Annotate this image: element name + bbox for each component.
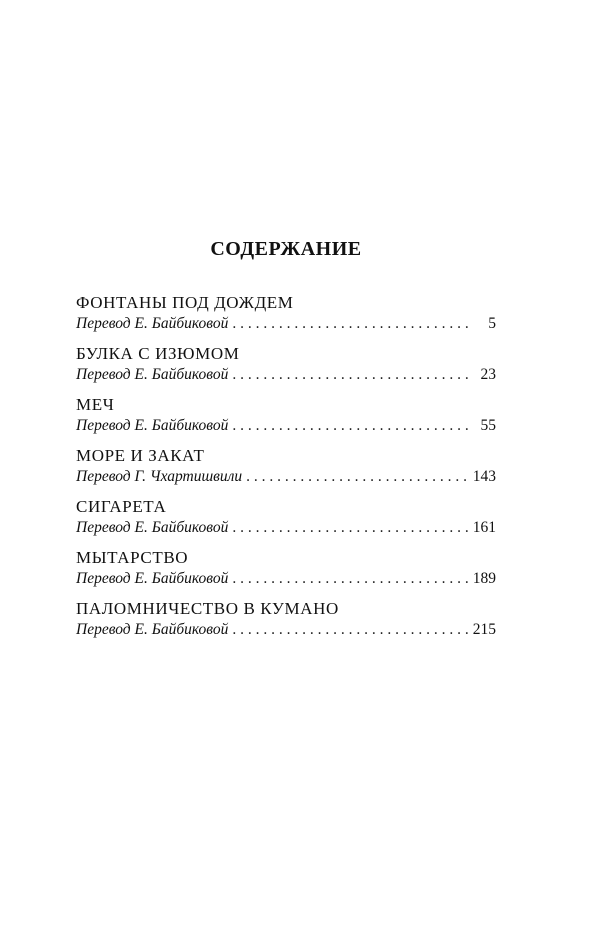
toc-entry-line [76, 518, 496, 538]
toc-entry-line [76, 365, 496, 385]
toc-entry-title: МЕЧ [76, 395, 115, 414]
table-of-contents [76, 292, 496, 649]
toc-entry-line [76, 569, 496, 589]
toc-entry-title: МЫТАРСТВО [76, 548, 189, 567]
toc-entry-translator: Перевод Е. Байбиковой [76, 519, 229, 536]
toc-entry [76, 394, 496, 445]
toc-entry-page: 143 [472, 468, 496, 485]
toc-entry-title: ПАЛОМНИЧЕСТВО В КУМАНО [76, 599, 339, 618]
toc-entry-title: ФОНТАНЫ ПОД ДОЖДЕМ [76, 293, 294, 312]
toc-entry-line [76, 620, 496, 640]
toc-entry-title: БУЛКА С ИЗЮМОМ [76, 344, 240, 363]
dot-leader [232, 365, 472, 385]
toc-entry-translator: Перевод Е. Байбиковой [76, 417, 229, 434]
toc-entry [76, 292, 496, 343]
toc-entry-page: 215 [472, 621, 496, 638]
toc-entry [76, 496, 496, 547]
page-title: СОДЕРЖАНИЕ [210, 238, 362, 260]
toc-entry [76, 343, 496, 394]
toc-entry-translator: Перевод Е. Байбиковой [76, 621, 229, 638]
toc-entry-page: 55 [480, 417, 496, 434]
toc-entry-title: МОРЕ И ЗАКАТ [76, 446, 205, 465]
toc-entry [76, 598, 496, 649]
toc-entry-translator: Перевод Е. Байбиковой [76, 570, 229, 587]
toc-entry-translator: Перевод Г. Чхартишвили [76, 468, 243, 485]
toc-entry-translator: Перевод Е. Байбиковой [76, 315, 229, 332]
toc-entry-title: СИГАРЕТА [76, 497, 167, 516]
dot-leader [232, 518, 468, 538]
toc-entry-line [76, 416, 496, 436]
dot-leader [232, 569, 468, 589]
toc-entry-page: 5 [488, 315, 496, 332]
dot-leader [246, 467, 469, 487]
toc-entry-translator: Перевод Е. Байбиковой [76, 366, 229, 383]
toc-entry-page: 23 [480, 366, 496, 383]
dot-leader [232, 314, 472, 334]
toc-entry [76, 547, 496, 598]
toc-entry-page: 189 [472, 570, 496, 587]
toc-entry-line [76, 314, 496, 334]
dot-leader [232, 416, 472, 436]
toc-entry-page: 161 [472, 519, 496, 536]
toc-entry [76, 445, 496, 496]
dot-leader [232, 620, 468, 640]
toc-entry-line [76, 467, 496, 487]
